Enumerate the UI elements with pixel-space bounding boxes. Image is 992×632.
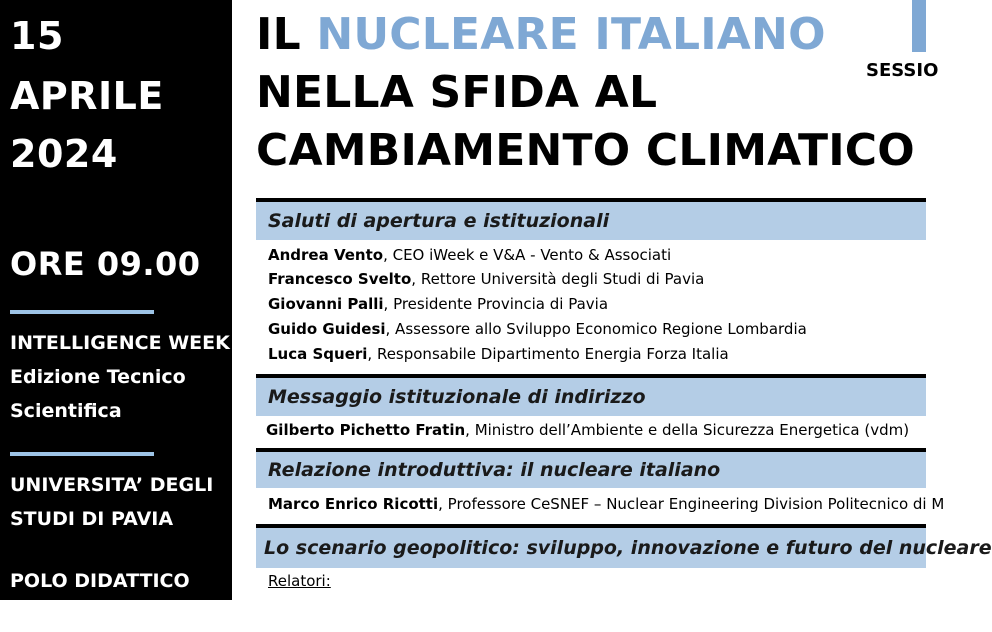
section-heading-institutional: Messaggio istituzionale di indirizzo — [256, 374, 926, 416]
speaker-role: , Responsabile Dipartimento Energia Forza Italia — [367, 345, 729, 363]
event-month: APRILE — [10, 74, 164, 118]
speaker-name: Marco Enrico Ricotti — [268, 495, 439, 513]
section-heading-geopolitics: Lo scenario geopolitico: sviluppo, innovazione e futuro del nucleare — [256, 524, 926, 568]
section-heading-opening: Saluti di apertura e istituzionali — [256, 198, 926, 240]
speaker-role: , Assessore allo Sviluppo Economico Regione Lombardia — [385, 320, 807, 338]
event-day: 15 — [10, 14, 64, 58]
speakers-label: Relatori: — [268, 572, 331, 590]
event-name-line3: Scientifica — [10, 400, 122, 422]
speaker-row — [268, 317, 807, 341]
page-title — [256, 6, 915, 180]
speaker-name: Andrea Vento — [268, 246, 384, 264]
place-line1: POLO DIDATTICO DEL — [10, 570, 190, 626]
title-accent: NUCLEARE ITALIANO — [316, 9, 826, 60]
event-year: 2024 — [10, 132, 118, 176]
program-content — [232, 0, 992, 600]
venue-line1: UNIVERSITA’ DEGLI — [10, 474, 214, 496]
title-line2: NELLA SFIDA AL — [256, 67, 658, 118]
date-sidebar — [0, 0, 232, 626]
speaker-role: , CEO iWeek e V&A - Vento & Associati — [383, 246, 672, 264]
speaker-row — [268, 243, 671, 267]
section-heading-introduction: Relazione introduttiva: il nucleare italiano — [256, 448, 926, 488]
speaker-row — [268, 492, 944, 516]
event-name-line1: INTELLIGENCE WEEK — [10, 332, 230, 354]
speaker-row — [268, 342, 729, 366]
event-name-line2: Edizione Tecnico — [10, 366, 186, 388]
logo-fragment — [912, 0, 926, 52]
speaker-row — [268, 292, 608, 316]
title-line3: CAMBIAMENTO CLIMATICO — [256, 125, 915, 176]
title-line1 — [256, 6, 915, 64]
speaker-row — [268, 267, 704, 291]
sidebar-divider — [10, 452, 154, 456]
speaker-row — [266, 418, 909, 442]
session-label: SESSIO — [866, 60, 939, 81]
speaker-name: Francesco Svelto — [268, 270, 412, 288]
speaker-role: , Rettore Università degli Studi di Pavia — [411, 270, 705, 288]
speaker-role: , Ministro dell’Ambiente e della Sicurezza Energetica (vdm) — [465, 421, 910, 439]
speaker-role: , Presidente Provincia di Pavia — [383, 295, 609, 313]
event-time: ORE 09.00 — [10, 245, 201, 283]
venue-line2: STUDI DI PAVIA — [10, 508, 174, 530]
sidebar-divider — [10, 310, 154, 314]
speaker-name: Luca Squeri — [268, 345, 368, 363]
speaker-role: , Professore CeSNEF – Nuclear Engineering Division Politecnico di M — [438, 495, 945, 513]
speaker-name: Guido Guidesi — [268, 320, 386, 338]
speaker-name: Gilberto Pichetto Fratin — [266, 421, 466, 439]
title-prefix: IL — [256, 9, 317, 60]
speaker-name: Giovanni Palli — [268, 295, 384, 313]
